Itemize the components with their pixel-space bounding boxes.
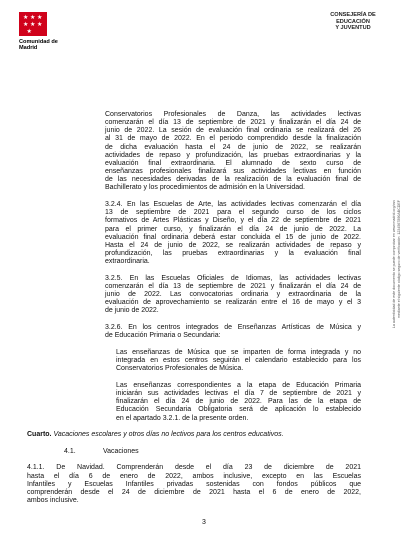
page-number: 3: [202, 519, 206, 526]
document-body: [27, 111, 361, 505]
text-line: ambos inclusive.: [27, 497, 79, 505]
text-line: Hasta el 24 de junio de 2022, se realizarán actividades de repaso y: [105, 241, 361, 249]
text-line: comenzarán el día 13 de septiembre de 2021 y finalizarán el día 24 de: [105, 282, 361, 290]
paragraph-danza: [27, 111, 361, 193]
text-line: comenzarán el día 13 de septiembre de 2021 y finalizarán el día 24 de: [105, 119, 361, 127]
paragraph-navidad: [27, 464, 361, 505]
text-line: junio de 2022. La sesión de evaluación final ordinaria se realizará del 26: [105, 127, 361, 135]
text-line: de Educación Primaria o Secundaria:: [105, 332, 221, 340]
subsection-vacaciones: 4.1. Vacaciones: [64, 447, 139, 455]
paragraph-escuelas-idiomas: [27, 275, 361, 316]
text-line: enseñanzas profesionales finalizará sus actividades lectivas en función: [105, 168, 361, 176]
text-line: formativos de Artes Plásticas y Diseño, y el día 22 de septiembre de 2021: [105, 217, 361, 225]
text-line: evaluación final extraordinaria. El alumnado de sexto curso de: [105, 159, 361, 167]
text-line: junio de 2022. Las convocatorias ordinaria y extraordinaria de la: [105, 291, 361, 299]
text-line: integrada en estos centros seguirán el calendario establecido para los: [116, 357, 361, 365]
text-line: Educación Secundaria Obligatoria será de aplicación lo establecido: [116, 406, 361, 414]
paragraph-primaria: [27, 382, 361, 423]
text-line: 4.1.1. De Navidad. Comprenderán desde el día 23 de diciembre de 2021: [27, 464, 361, 472]
text-line: finalizarán el día 24 de junio de 2022. Para las de la etapa de: [116, 398, 361, 406]
text-line: comprenderán desde el 24 de diciembre de 2021 hasta el 6 de enero de 2022,: [27, 488, 361, 496]
text-line: 3.2.4. En las Escuelas de Arte, las actividades lectivas comenzarán el día: [105, 201, 361, 209]
text-line: Las enseñanzas de Música que se imparten de forma integrada y no: [116, 348, 361, 356]
paragraph-escuelas-arte: [27, 201, 361, 266]
text-line: actividades de repaso y profundización, las pruebas extraordinarias y la: [105, 151, 361, 159]
text-line: de dicha evaluación hasta el 24 de junio de 2022, se realizarán: [105, 143, 361, 151]
text-line: Conservatorios Profesionales de Música.: [116, 365, 244, 373]
section-cuarto-heading: Cuarto. Vacaciones escolares y otros días no lectivos para los centros educativos.: [27, 431, 284, 439]
text-line: hasta el día 6 de enero de 2022, ambos inclusive, excepto en las Escuelas: [27, 472, 361, 480]
logo-text: Comunidad de Madrid: [19, 39, 58, 52]
text-line: evaluación de aprovechamiento se realizarán entre el 16 de mayo y el 3: [105, 299, 361, 307]
text-line: extraordinaria.: [105, 258, 150, 266]
text-line: 13 de septiembre de 2021 para el segundo curso de los ciclos: [105, 209, 361, 217]
text-line: profundización, las pruebas extraordinarias y la evaluación final: [105, 250, 361, 257]
text-line: evaluación final ordinaria deberá estar concluida el 15 de junio de 2022.: [105, 233, 361, 241]
text-line: Bachillerato y los procedimientos de admisión en la Universidad.: [105, 184, 305, 192]
text-line: al 31 de mayo de 2022. En el periodo comprendido desde la finalización: [105, 135, 361, 143]
paragraph-musica: [27, 349, 361, 373]
paragraph-centros-integrados: [27, 324, 361, 340]
text-line: Infantiles y Escuelas Infantiles privadas sostenidas con fondos públicos que: [27, 480, 361, 488]
text-line: de las necesidades derivadas de la realización de la evaluación final de: [105, 176, 361, 184]
text-line: para el primer curso, y finalizarán el día 24 de junio de 2022. La: [105, 225, 361, 233]
verification-code: La autenticidad de este documento se puede comprobar en www.madrid.org/csv mediante el siguiente código seguro de verificación: 1234567890ABCDEF: [392, 200, 401, 329]
text-line: 3.2.6. En los centros integrados de Enseñanzas Artísticas de Música y: [105, 324, 361, 332]
text-line: de junio de 2022.: [105, 307, 159, 315]
text-line: Las enseñanzas correspondientes a la etapa de Educación Primaria: [116, 381, 361, 389]
comunidad-madrid-logo: [19, 12, 59, 52]
department-name: CONSEJERÍA DE EDUCACIÓN Y JUVENTUD: [330, 12, 376, 32]
text-line: en el apartado 3.2.1. de la presente orden.: [116, 414, 249, 422]
flag-stars-icon: ★ ★ ★ ★ ★ ★ ★: [19, 12, 47, 36]
text-line: Conservatorios Profesionales de Danza, las actividades lectivas: [105, 111, 361, 118]
text-line: 3.2.5. En las Escuelas Oficiales de Idiomas, las actividades lectivas: [105, 274, 361, 282]
text-line: iniciarán sus actividades lectivas el día 7 de septiembre de 2021 y: [116, 390, 361, 398]
